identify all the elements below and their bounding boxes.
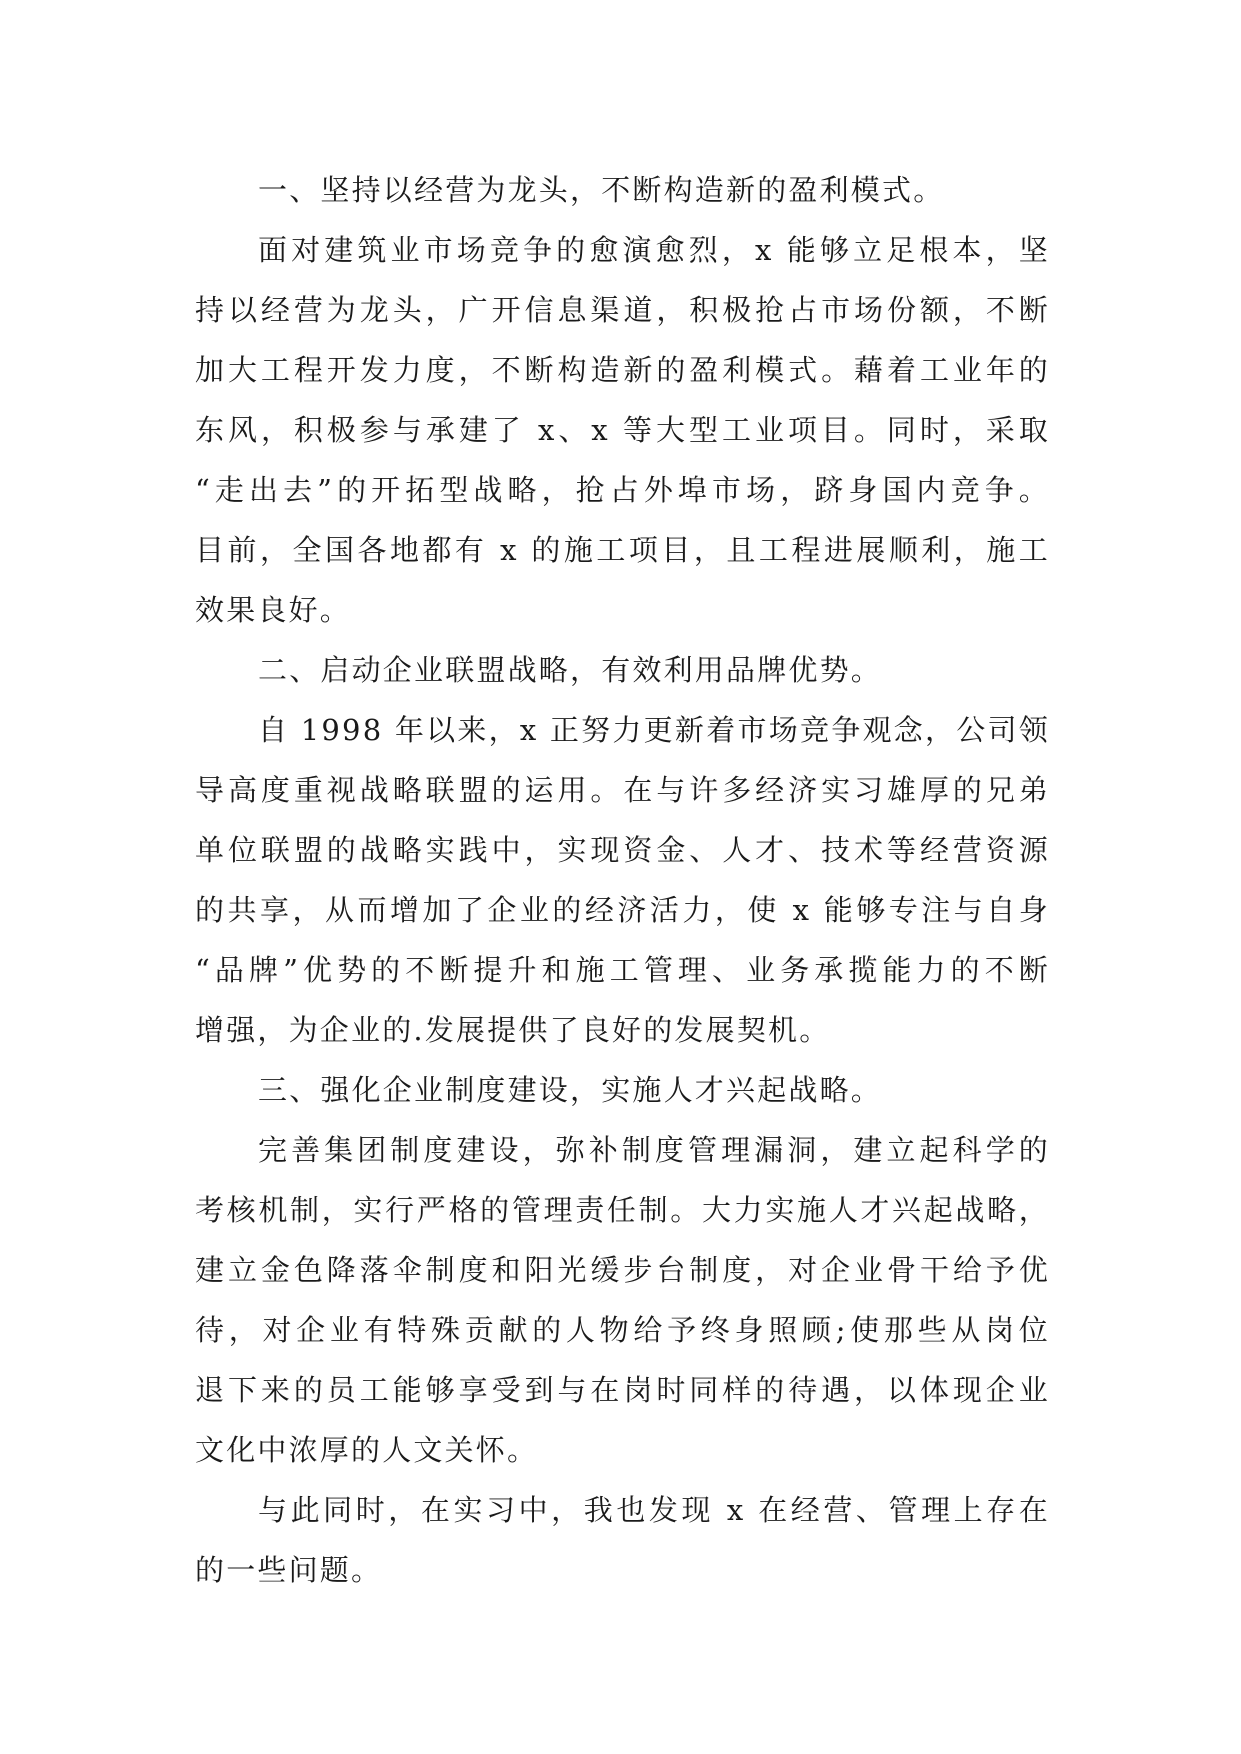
paragraph	[195, 1120, 1050, 1480]
text-line: “品牌”优势的不断提升和施工管理、业务承揽能力的不断	[195, 953, 1050, 987]
text-line: 建立金色降落伞制度和阳光缓步台制度，对企业骨干给予优	[195, 1253, 1050, 1287]
section-heading: 三、强化企业制度建设，实施人才兴起战略。	[258, 1073, 883, 1107]
text-line: 目前，全国各地都有 x 的施工项目，且工程进展顺利，施工	[195, 533, 1050, 567]
text-line: 单位联盟的战略实践中，实现资金、人才、技术等经营资源	[195, 833, 1050, 867]
text-line: 持以经营为龙头，广开信息渠道，积极抢占市场份额，不断	[195, 293, 1050, 327]
document-body	[195, 160, 1050, 1600]
text-line: 的共享，从而增加了企业的经济活力，使 x 能够专注与自身	[195, 893, 1050, 927]
text-line: 完善集团制度建设，弥补制度管理漏洞，建立起科学的	[258, 1133, 1050, 1167]
text-line: 待，对企业有特殊贡献的人物给予终身照顾;使那些从岗位	[195, 1313, 1050, 1347]
text-line: 退下来的员工能够享受到与在岗时同样的待遇，以体现企业	[195, 1373, 1050, 1407]
paragraph	[195, 220, 1050, 640]
text-line: 增强，为企业的.发展提供了良好的发展契机。	[195, 1013, 831, 1047]
paragraph	[195, 1480, 1050, 1600]
section-heading: 一、坚持以经营为龙头，不断构造新的盈利模式。	[258, 173, 945, 207]
text-line: 面对建筑业市场竞争的愈演愈烈，x 能够立足根本，坚	[258, 233, 1050, 267]
text-line: 东风，积极参与承建了 x、x 等大型工业项目。同时，采取	[195, 413, 1050, 447]
text-line: 效果良好。	[195, 593, 352, 627]
text-line: 考核机制，实行严格的管理责任制。大力实施人才兴起战略，	[195, 1193, 1050, 1227]
section-heading: 二、启动企业联盟战略，有效利用品牌优势。	[258, 653, 883, 687]
paragraph	[195, 700, 1050, 1060]
text-line: 加大工程开发力度，不断构造新的盈利模式。藉着工业年的	[195, 353, 1050, 387]
text-line: “走出去”的开拓型战略，抢占外埠市场，跻身国内竞争。	[195, 473, 1050, 507]
text-line: 的一些问题。	[195, 1553, 383, 1587]
text-line: 与此同时，在实习中，我也发现 x 在经营、管理上存在	[258, 1493, 1050, 1527]
text-line: 文化中浓厚的人文关怀。	[195, 1433, 539, 1467]
text-line: 自 1998 年以来，x 正努力更新着市场竞争观念，公司领	[258, 713, 1050, 747]
text-line: 导高度重视战略联盟的运用。在与许多经济实习雄厚的兄弟	[195, 773, 1050, 807]
